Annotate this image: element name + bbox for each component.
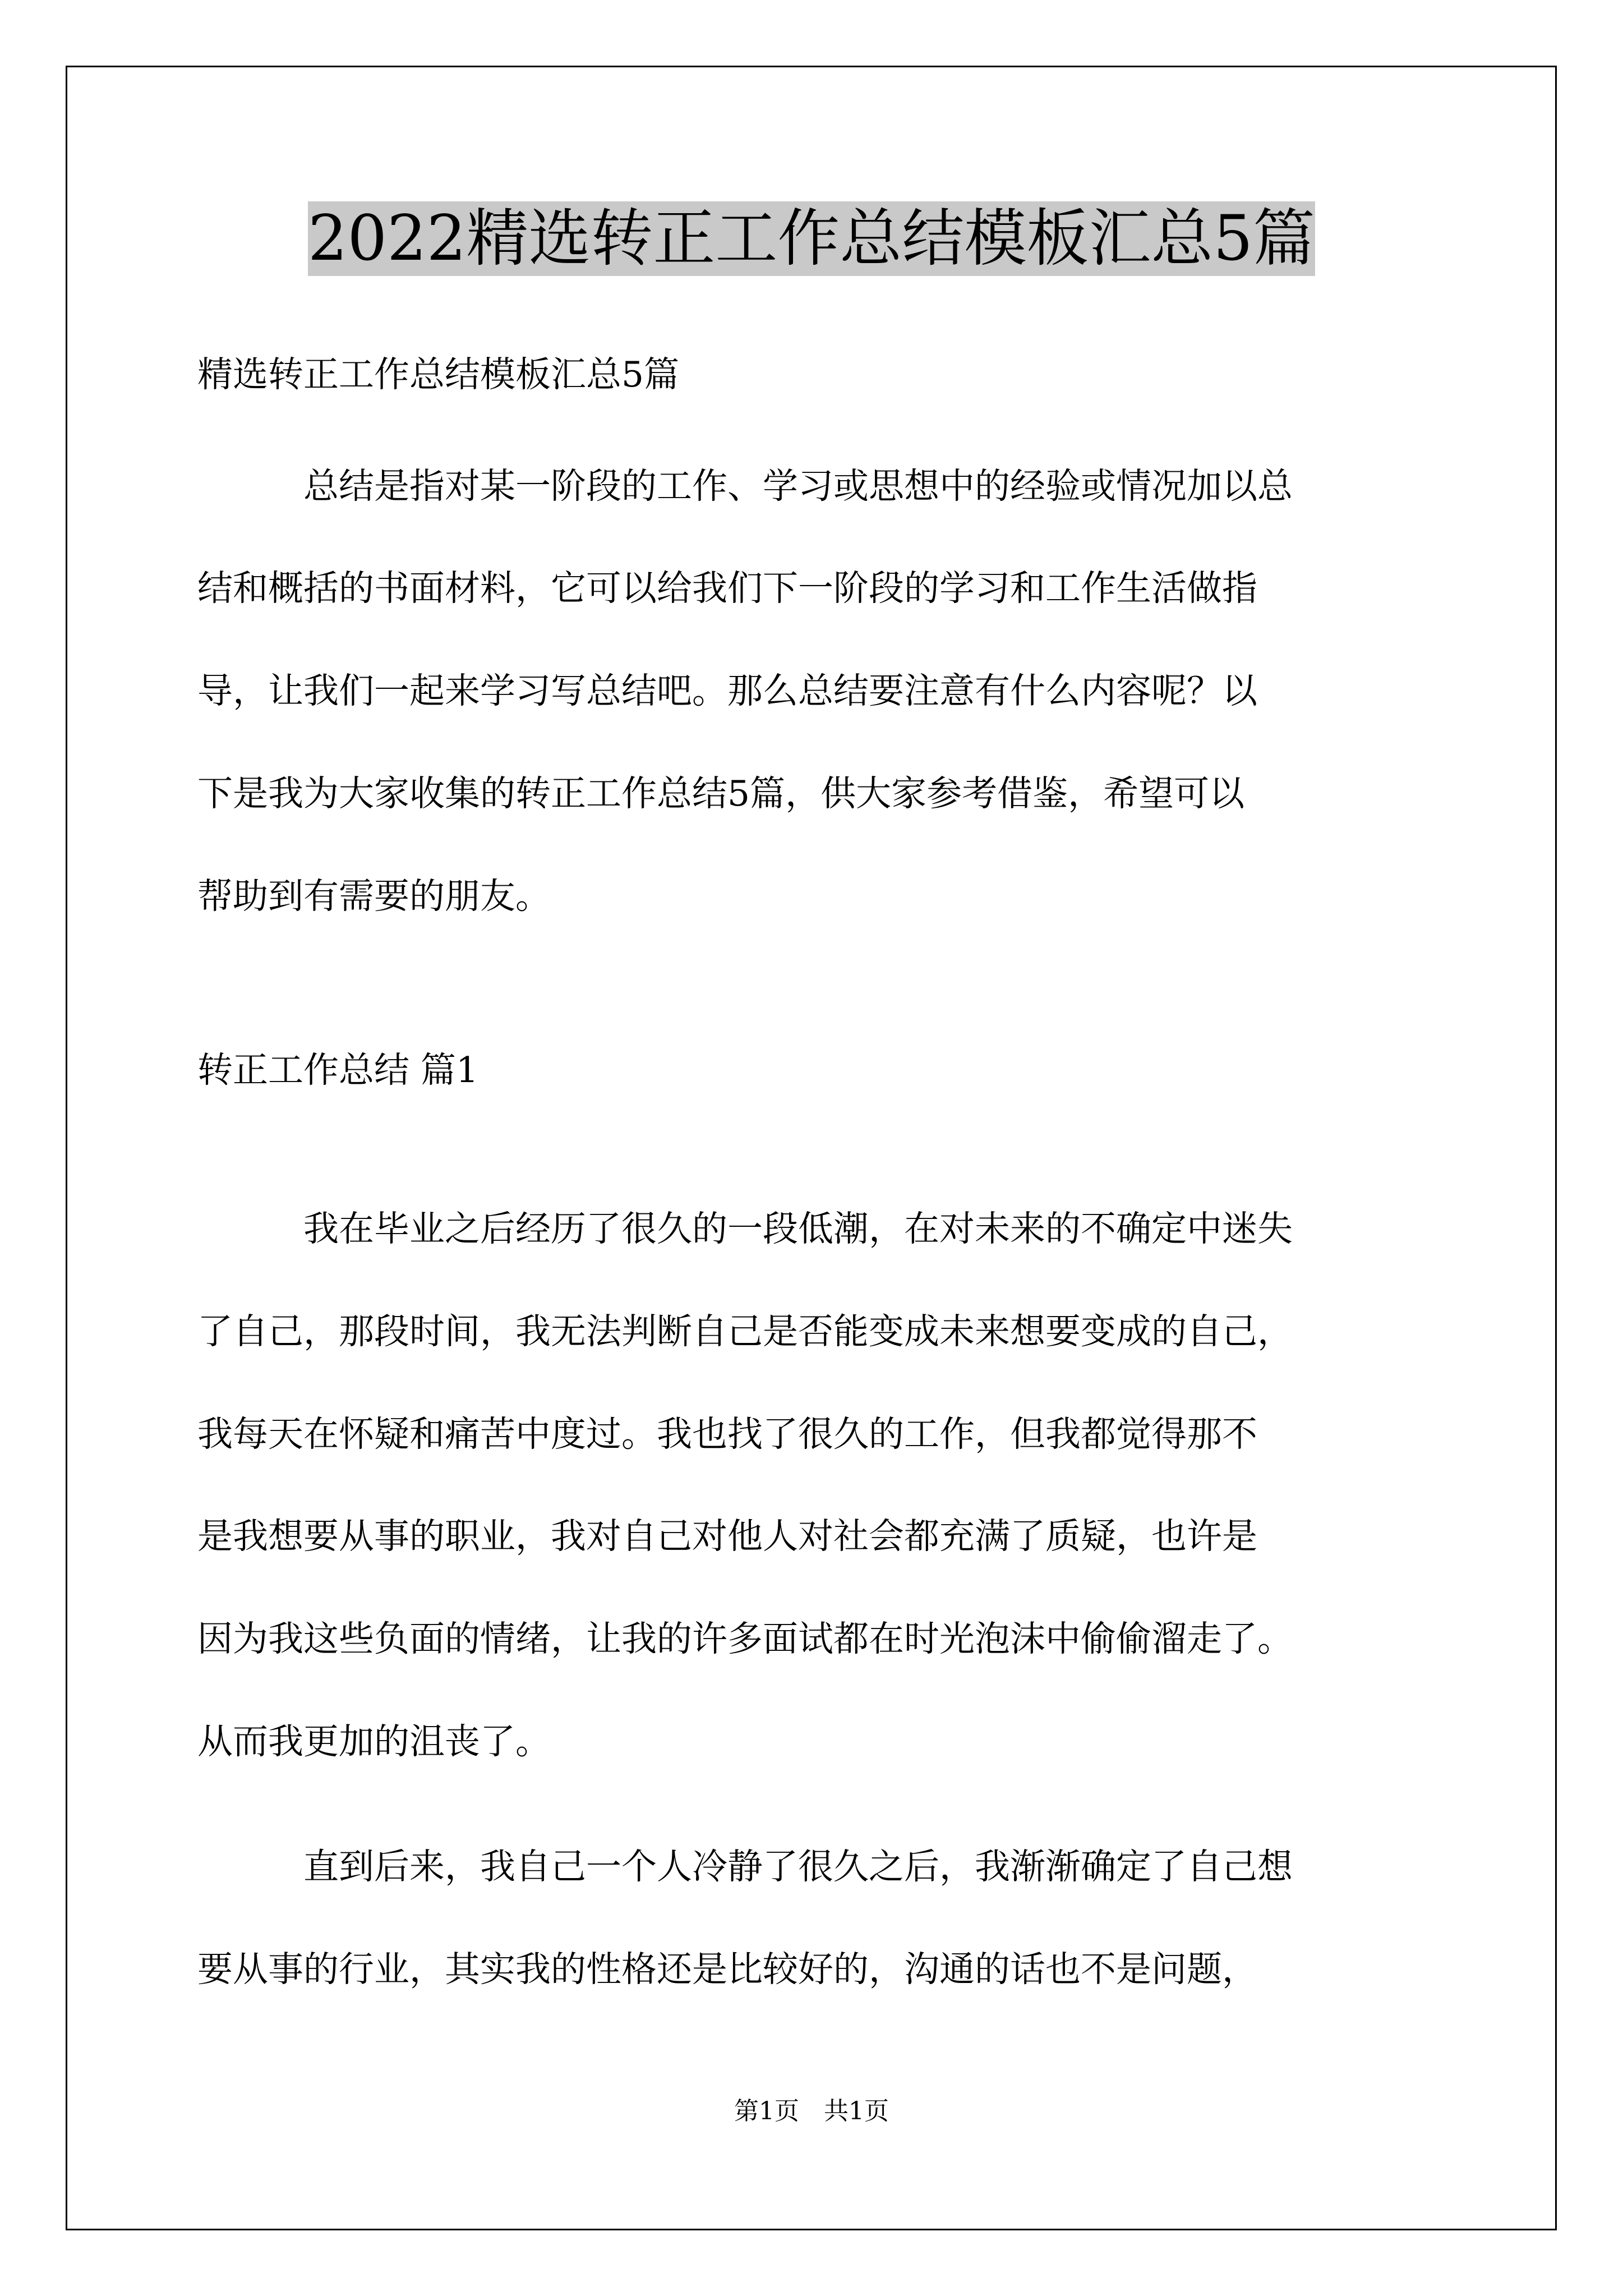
body-line-4: 是我想要从事的职业，我对自己对他人对社会都充满了质疑，也许是 bbox=[197, 1516, 1257, 1557]
intro-line-1: 总结是指对某一阶段的工作、学习或思想中的经验或情况加以总 bbox=[197, 466, 1293, 507]
intro-line-3: 导，让我们一起来学习写总结吧。那么总结要注意有什么内容呢？以 bbox=[197, 670, 1257, 711]
body-line-2: 了自己，那段时间，我无法判断自己是否能变成未来想要变成的自己， bbox=[197, 1311, 1293, 1352]
body-line-3: 我每天在怀疑和痛苦中度过。我也找了很久的工作，但我都觉得那不 bbox=[197, 1414, 1257, 1455]
body-line-1: 我在毕业之后经历了很久的一段低潮，在对未来的不确定中迷失 bbox=[197, 1208, 1293, 1249]
page-footer: 第1页 共1页 bbox=[734, 2097, 889, 2125]
section-heading-1: 转正工作总结 篇1 bbox=[197, 1050, 479, 1091]
document-title bbox=[0, 202, 1623, 276]
subtitle-line: 精选转正工作总结模板汇总5篇 bbox=[197, 354, 680, 395]
document-title-text: 2022精选转正工作总结模板汇总5篇 bbox=[307, 203, 1316, 275]
intro-line-2: 结和概括的书面材料，它可以给我们下一阶段的学习和工作生活做指 bbox=[197, 568, 1257, 609]
intro-line-5: 帮助到有需要的朋友。 bbox=[197, 876, 551, 917]
body-line-8: 要从事的行业，其实我的性格还是比较好的，沟通的话也不是问题， bbox=[197, 1949, 1257, 1990]
intro-line-4: 下是我为大家收集的转正工作总结5篇，供大家参考借鉴，希望可以 bbox=[197, 773, 1245, 814]
body-line-6: 从而我更加的沮丧了。 bbox=[197, 1721, 551, 1762]
body-line-7: 直到后来，我自己一个人冷静了很久之后，我渐渐确定了自己想 bbox=[197, 1846, 1293, 1887]
body-line-5: 因为我这些负面的情绪，让我的许多面试都在时光泡沫中偷偷溜走了。 bbox=[197, 1618, 1293, 1659]
